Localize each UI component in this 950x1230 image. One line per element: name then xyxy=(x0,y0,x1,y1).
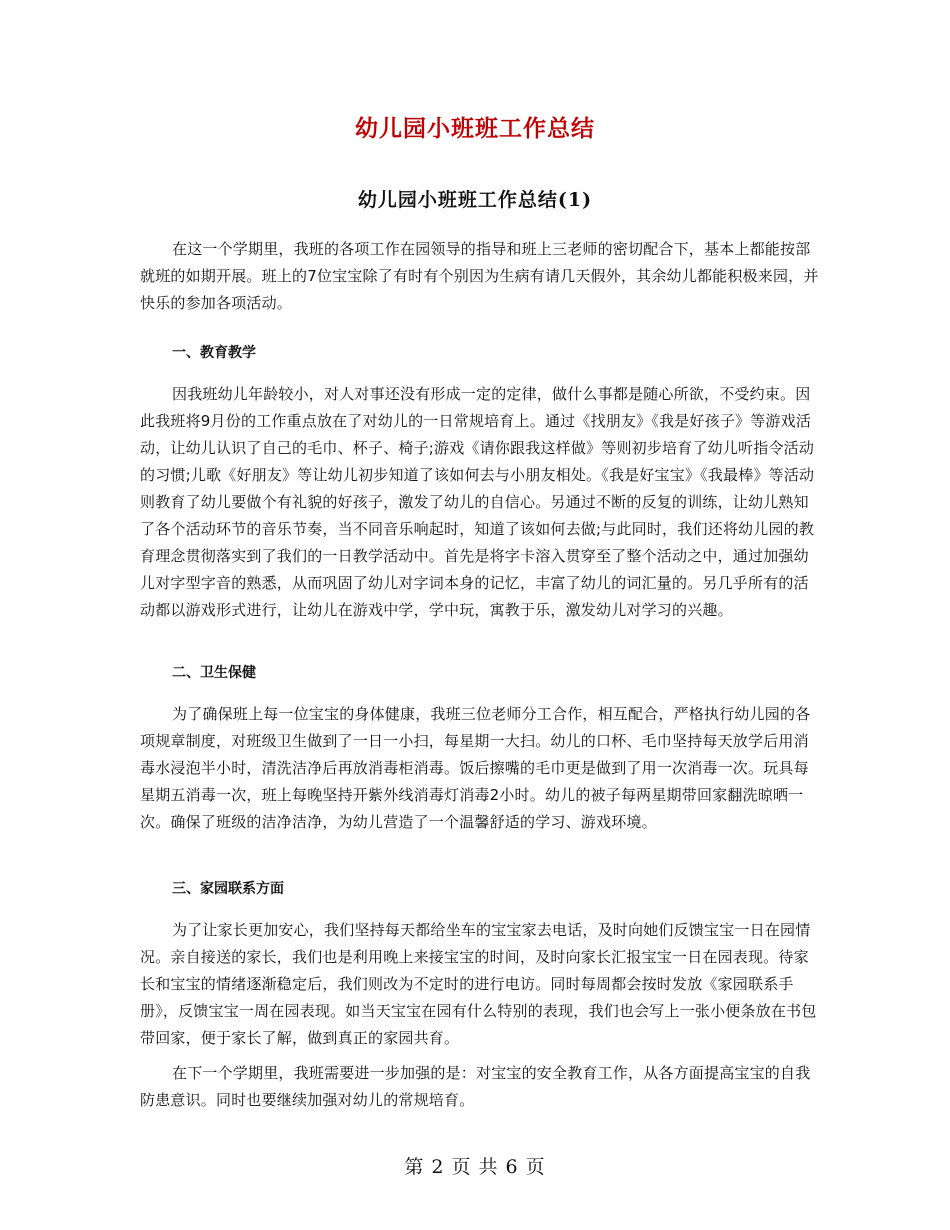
closing-paragraph: 在下一个学期里，我班需要进一步加强的是：对宝宝的安全教育工作，从各方面提高宝宝的自我防患意识。同时也要继续加强对幼儿的常规培育。 xyxy=(140,1064,811,1109)
page-number-footer: 第 2 页 共 6 页 xyxy=(404,1156,546,1178)
section-heading-education: 一、教育教学 xyxy=(172,345,256,361)
section-heading-home-contact: 三、家园联系方面 xyxy=(172,881,284,897)
document-title: 幼儿园小班班工作总结 xyxy=(355,116,595,142)
section-text-home-contact: 为了让家长更加安心，我们坚持每天都给坐车的宝宝家去电话，及时向她们反馈宝宝一日在园情况。亲自接送的家长，我们也是利用晚上来接宝宝的时间，及时向家长汇报宝宝一日在园表现。待家长和宝宝的情绪逐渐稳定后，我们则改为不定时的进行电访。同时每周都会按时发放《家园联系手册》，反馈宝宝一周在园表现。如当天宝宝在园有什么特别的表现，我们也会写上一张小便条放在书包带回家，便于家长了解，做到真正的家园共育。 xyxy=(140,921,817,1047)
section-heading-health: 二、卫生保健 xyxy=(172,665,256,681)
intro-paragraph: 在这一个学期里，我班的各项工作在园领导的指导和班上三老师的密切配合下，基本上都能按部就班的如期开展。班上的7位宝宝除了有时有个别因为生病有请几天假外，其余幼儿都能积极来园，并快乐的参加各项活动。 xyxy=(140,240,819,312)
document-subtitle: 幼儿园小班班工作总结(1) xyxy=(357,189,593,211)
section-text-health: 为了确保班上每一位宝宝的身体健康，我班三位老师分工合作，相互配合，严格执行幼儿园的各项规章制度，对班级卫生做到了一日一小扫，每星期一大扫。幼儿的口杯、毛巾坚持每天放学后用消毒水浸泡半小时，清洗洁净后再放消毒柜消毒。饭后擦嘴的毛巾更是做到了用一次消毒一次。玩具每星期五消毒一次，班上每晚坚持开紫外线消毒灯消毒2小时。幼儿的被子每两星期带回家翻洗晾晒一次。确保了班级的洁净洁净，为幼儿营造了一个温馨舒适的学习、游戏环境。 xyxy=(140,705,811,831)
section-text-education: 因我班幼儿年龄较小，对人对事还没有形成一定的定律，做什么事都是随心所欲，不受约束。因此我班将9月份的工作重点放在了对幼儿的一日常规培育上。通过《找朋友》《我是好孩子》等游戏活动，让幼儿认识了自己的毛巾、杯子、椅子;游戏《请你跟我这样做》等则初步培育了幼儿听指令活动的习惯;儿歌《好朋友》等让幼儿初步知道了该如何去与小朋友相处。《我是好宝宝》《我最棒》等活动则教育了幼儿要做个有礼貌的好孩子，激发了幼儿的自信心。另通过不断的反复的训练，让幼儿熟知了各个活动环节的音乐节奏，当不同音乐响起时，知道了该如何去做;与此同时，我们还将幼儿园的教育理念贯彻落实到了我们的一日教学活动中。首先是将字卡溶入贯穿至了整个活动之中，通过加强幼儿对字型字音的熟悉，从而巩固了幼儿对字词本身的记忆，丰富了幼儿的词汇量的。另几乎所有的活动都以游戏形式进行，让幼儿在游戏中学，学中玩，寓教于乐，激发幼儿对学习的兴趣。 xyxy=(140,385,815,619)
